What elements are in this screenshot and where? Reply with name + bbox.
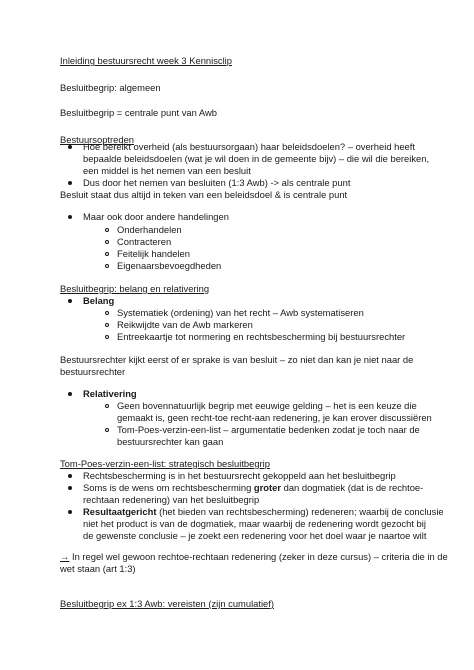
paragraph: Besluitbegrip = centrale punt van Awb xyxy=(60,107,217,118)
sub-list-item: Tom-Poes-verzin-een-list – argumentatie bedenken zodat je toch naar de xyxy=(117,424,420,435)
list-item: Hoe bereikt overheid (als bestuursorgaan) haar beleidsdoelen? – overheid heeft xyxy=(83,141,415,152)
paragraph-continuation: bestuursrechter xyxy=(60,366,126,377)
list-item: Maar ook door andere handelingen xyxy=(83,211,229,222)
sub-list-item: Reikwijdte van de Awb markeren xyxy=(117,319,253,330)
list-item: Dus door het nemen van besluiten (1:3 Awb) -> als centrale punt xyxy=(83,177,351,188)
list-item-text: (het bieden van rechtsbescherming) redeneren; waarbij de conclusie xyxy=(156,506,444,517)
bullet-icon xyxy=(68,510,72,514)
sub-list-item-continuation: bestuursrechter kan gaan xyxy=(117,436,224,447)
sub-bullet-icon xyxy=(105,240,109,244)
bullet-icon xyxy=(68,392,72,396)
arrow-right-icon: → xyxy=(60,551,70,562)
sub-bullet-icon xyxy=(105,428,109,432)
list-item-heading: Belang xyxy=(83,295,115,306)
paragraph-continuation: wet staan (art 1:3) xyxy=(60,563,136,574)
list-item xyxy=(83,506,444,519)
bullet-icon xyxy=(68,181,72,185)
list-item-continuation: de gewenste conclusie – je zoekt een redenering voor het doel waar je naartoe wilt xyxy=(83,530,427,541)
bullet-icon xyxy=(68,474,72,478)
sub-list-item: Feitelijk handelen xyxy=(117,248,190,259)
list-item-continuation: een middel is het nemen van een besluit xyxy=(83,165,251,176)
sub-list-item: Entreekaartje tot normering en rechtsbescherming bij bestuursrechter xyxy=(117,331,406,342)
sub-bullet-icon xyxy=(105,252,109,256)
sub-bullet-icon xyxy=(105,264,109,268)
sub-bullet-icon xyxy=(105,228,109,232)
list-item-text: dan dogmatiek (dat is de rechtoe- xyxy=(281,482,424,493)
sub-bullet-icon xyxy=(105,323,109,327)
list-item-text: Soms is de wens om rechtsbescherming xyxy=(83,482,254,493)
document-title: Inleiding bestuursrecht week 3 Kennisclip xyxy=(60,55,232,66)
sub-bullet-icon xyxy=(105,335,109,339)
list-item-continuation: bepaalde beleidsdoelen (wat je wil doen in de gemeente bijv) – die wil die bereiken, xyxy=(83,153,430,164)
bullet-icon xyxy=(68,299,72,303)
sub-list-item: Contracteren xyxy=(117,236,172,247)
section-heading: Bestuursoptreden xyxy=(60,134,135,145)
section-heading: Tom-Poes-verzin-een-list: strategisch besluitbegrip xyxy=(60,458,270,469)
sub-bullet-icon xyxy=(105,404,109,408)
bullet-icon xyxy=(68,145,72,149)
bullet-icon xyxy=(68,215,72,219)
section-heading: Besluitbegrip: belang en relativering xyxy=(60,283,210,294)
emphasis-text: groter xyxy=(253,482,281,493)
paragraph-text: In regel wel gewoon rechtoe-rechtaan redenering (zeker in deze cursus) – criteria die in de xyxy=(69,551,448,562)
list-item: Rechtsbescherming is in het bestuursrecht gekoppeld aan het besluitbegrip xyxy=(83,470,396,481)
sub-list-item: Systematiek (ordening) van het recht – Awb systematiseren xyxy=(117,307,364,318)
section-heading: Besluitbegrip ex 1:3 Awb: vereisten (zijn cumulatief) xyxy=(60,598,274,609)
emphasis-text: Resultaatgericht xyxy=(83,506,157,517)
sub-bullet-icon xyxy=(105,311,109,315)
paragraph xyxy=(60,551,448,564)
paragraph: Bestuursrechter kijkt eerst of er sprake is van besluit – zo niet dan kan je niet naar de xyxy=(60,354,414,365)
list-item xyxy=(83,482,423,495)
bullet-icon xyxy=(68,486,72,490)
sub-list-item-continuation: gemaakt is, geen recht-toe recht-aan redenering, je kan erover discussiëren xyxy=(117,412,432,423)
paragraph: Besluit staat dus altijd in teken van een beleidsdoel & is centrale punt xyxy=(60,189,348,200)
list-item-continuation: niet het product is van de dogmatiek, maar waarbij de redenering wordt gezocht bij xyxy=(83,518,426,529)
list-item-continuation: rechtaan redenering) van het besluitbegrip xyxy=(83,494,260,505)
sub-list-item: Eigenaarsbevoegdheden xyxy=(117,260,222,271)
paragraph: Besluitbegrip: algemeen xyxy=(60,82,161,93)
list-item-heading: Relativering xyxy=(83,388,137,399)
sub-list-item: Geen bovennatuurlijk begrip met eeuwige gelding – het is een keuze die xyxy=(117,400,417,411)
sub-list-item: Onderhandelen xyxy=(117,224,182,235)
